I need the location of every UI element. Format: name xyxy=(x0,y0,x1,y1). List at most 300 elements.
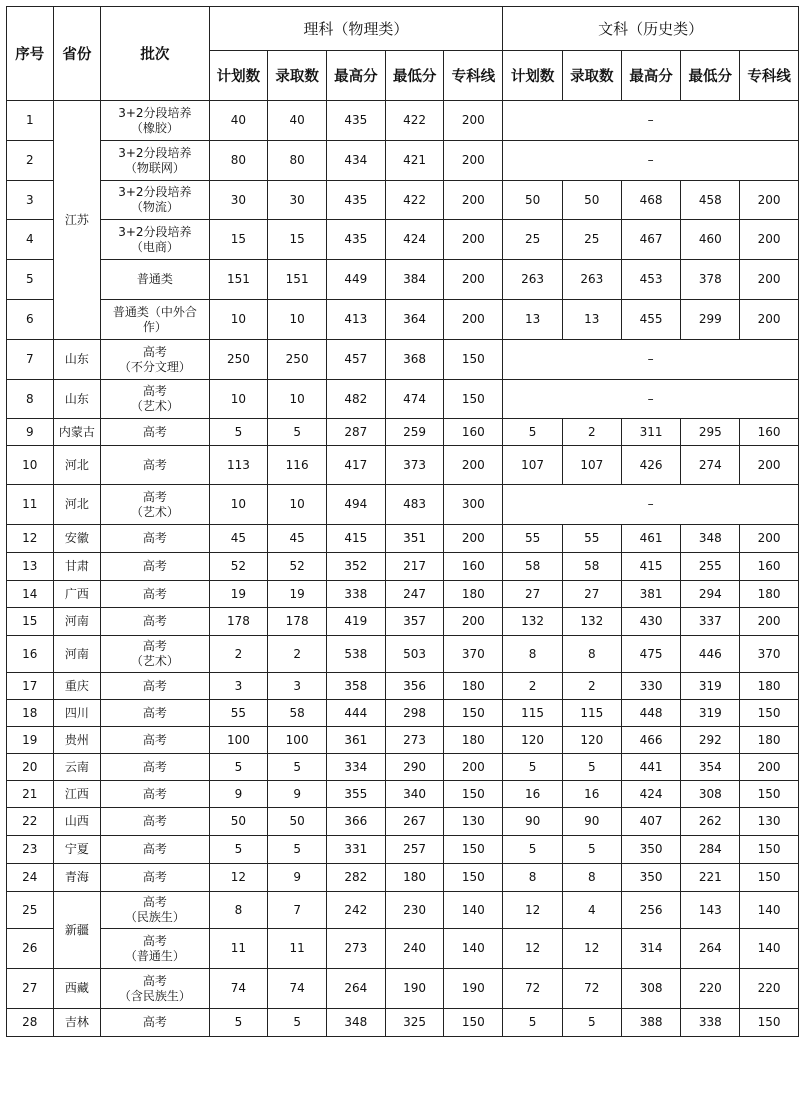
arts-value-cell: 5 xyxy=(503,836,563,864)
arts-value-cell: 220 xyxy=(740,969,799,1009)
sci-value-cell: 417 xyxy=(327,446,386,485)
arts-value-cell: 263 xyxy=(503,260,563,300)
sci-value-cell: 8 xyxy=(209,892,268,929)
batch-cell: 高考 （普通生） xyxy=(101,929,209,969)
arts-value-cell: 13 xyxy=(562,300,621,340)
arts-value-cell: 72 xyxy=(503,969,563,1009)
sci-value-cell: 435 xyxy=(327,220,386,260)
arts-value-cell: 256 xyxy=(621,892,681,929)
sci-value-cell: 373 xyxy=(385,446,444,485)
batch-cell: 普通类（中外合 作） xyxy=(101,300,209,340)
row-number: 26 xyxy=(7,929,54,969)
batch-cell: 高考 xyxy=(101,608,209,636)
arts-value-cell: 294 xyxy=(681,581,740,608)
arts-value-cell: 140 xyxy=(740,929,799,969)
arts-value-cell: 458 xyxy=(681,181,740,220)
table-row xyxy=(7,300,799,340)
arts-value-cell: 120 xyxy=(503,727,563,754)
arts-value-cell: 292 xyxy=(681,727,740,754)
arts-value-cell: 262 xyxy=(681,808,740,836)
arts-value-cell: 319 xyxy=(681,700,740,727)
arts-value-cell: 90 xyxy=(503,808,563,836)
sci-value-cell: 150 xyxy=(444,1009,503,1037)
arts-value-cell: 140 xyxy=(740,892,799,929)
sci-value-cell: 384 xyxy=(385,260,444,300)
arts-value-cell: 27 xyxy=(503,581,563,608)
sci-value-cell: 7 xyxy=(268,892,327,929)
arts-value-cell: 319 xyxy=(681,673,740,700)
row-number: 14 xyxy=(7,581,54,608)
arts-value-cell: 426 xyxy=(621,446,681,485)
sci-value-cell: 5 xyxy=(209,1009,268,1037)
arts-value-cell: 160 xyxy=(740,419,799,446)
arts-value-cell: 8 xyxy=(503,636,563,673)
sci-value-cell: 250 xyxy=(268,340,327,380)
sci-value-cell: 178 xyxy=(209,608,268,636)
batch-cell: 高考 xyxy=(101,553,209,581)
sci-value-cell: 11 xyxy=(209,929,268,969)
admission-table xyxy=(6,6,799,1037)
sci-value-cell: 282 xyxy=(327,864,386,892)
arts-value-cell: 150 xyxy=(740,781,799,808)
province-cell: 安徽 xyxy=(53,525,101,553)
sci-value-cell: 50 xyxy=(209,808,268,836)
batch-cell: 高考 xyxy=(101,1009,209,1037)
arts-value-cell: 107 xyxy=(562,446,621,485)
batch-cell: 高考 （艺术） xyxy=(101,485,209,525)
arts-value-cell: 16 xyxy=(562,781,621,808)
arts-value-cell: 8 xyxy=(562,864,621,892)
sci-value-cell: 348 xyxy=(327,1009,386,1037)
arts-value-cell: 2 xyxy=(562,673,621,700)
arts-value-cell: 388 xyxy=(621,1009,681,1037)
batch-cell: 高考 （民族生） xyxy=(101,892,209,929)
row-number: 5 xyxy=(7,260,54,300)
arts-value-cell: 255 xyxy=(681,553,740,581)
sci-value-cell: 19 xyxy=(209,581,268,608)
arts-value-cell: 200 xyxy=(740,754,799,781)
sci-value-cell: 12 xyxy=(209,864,268,892)
table-row xyxy=(7,220,799,260)
sci-value-cell: 5 xyxy=(268,754,327,781)
arts-value-cell: 4 xyxy=(562,892,621,929)
arts-value-cell: 143 xyxy=(681,892,740,929)
batch-cell: 高考 xyxy=(101,864,209,892)
sci-value-cell: 444 xyxy=(327,700,386,727)
arts-value-cell: 314 xyxy=(621,929,681,969)
sci-header-max: 最高分 xyxy=(327,51,386,101)
sci-value-cell: 130 xyxy=(444,808,503,836)
arts-value-cell: 337 xyxy=(681,608,740,636)
arts-value-cell: 378 xyxy=(681,260,740,300)
sci-value-cell: 200 xyxy=(444,220,503,260)
sci-value-cell: 200 xyxy=(444,446,503,485)
table-row xyxy=(7,700,799,727)
sci-value-cell: 538 xyxy=(327,636,386,673)
sci-value-cell: 267 xyxy=(385,808,444,836)
sci-value-cell: 151 xyxy=(209,260,268,300)
sci-value-cell: 10 xyxy=(268,380,327,419)
sci-value-cell: 356 xyxy=(385,673,444,700)
col-header-batch: 批次 xyxy=(101,7,209,101)
table-row xyxy=(7,340,799,380)
table-row xyxy=(7,446,799,485)
arts-value-cell: 58 xyxy=(503,553,563,581)
sci-value-cell: 355 xyxy=(327,781,386,808)
arts-value-cell: 120 xyxy=(562,727,621,754)
province-cell: 河北 xyxy=(53,485,101,525)
province-cell: 新疆 xyxy=(53,892,101,969)
sci-value-cell: 351 xyxy=(385,525,444,553)
sci-value-cell: 150 xyxy=(444,864,503,892)
arts-value-cell: 308 xyxy=(681,781,740,808)
sci-value-cell: 457 xyxy=(327,340,386,380)
batch-cell: 高考 xyxy=(101,781,209,808)
arts-value-cell: 455 xyxy=(621,300,681,340)
arts-value-cell: 446 xyxy=(681,636,740,673)
sci-value-cell: 334 xyxy=(327,754,386,781)
arts-value-cell: 200 xyxy=(740,300,799,340)
sci-value-cell: 45 xyxy=(209,525,268,553)
province-cell: 江苏 xyxy=(53,101,101,340)
sci-value-cell: 160 xyxy=(444,553,503,581)
batch-cell: 高考 xyxy=(101,673,209,700)
sci-value-cell: 273 xyxy=(327,929,386,969)
sci-value-cell: 150 xyxy=(444,836,503,864)
sci-value-cell: 482 xyxy=(327,380,386,419)
batch-cell: 高考 xyxy=(101,525,209,553)
arts-value-cell: 200 xyxy=(740,220,799,260)
sci-value-cell: 9 xyxy=(209,781,268,808)
arts-value-cell: 407 xyxy=(621,808,681,836)
sci-value-cell: 180 xyxy=(385,864,444,892)
sci-value-cell: 247 xyxy=(385,581,444,608)
sci-value-cell: 230 xyxy=(385,892,444,929)
arts-value-cell: 180 xyxy=(740,673,799,700)
sci-value-cell: 180 xyxy=(444,581,503,608)
arts-value-cell: 200 xyxy=(740,608,799,636)
sci-value-cell: 338 xyxy=(327,581,386,608)
table-row xyxy=(7,969,799,1009)
sci-value-cell: 242 xyxy=(327,892,386,929)
arts-value-cell: 115 xyxy=(503,700,563,727)
arts-value-cell: 468 xyxy=(621,181,681,220)
sci-value-cell: 3 xyxy=(268,673,327,700)
arts-header-max: 最高分 xyxy=(621,51,681,101)
sci-value-cell: 483 xyxy=(385,485,444,525)
table-row xyxy=(7,581,799,608)
row-number: 8 xyxy=(7,380,54,419)
sci-value-cell: 240 xyxy=(385,929,444,969)
row-number: 11 xyxy=(7,485,54,525)
row-number: 4 xyxy=(7,220,54,260)
arts-value-cell: 2 xyxy=(562,419,621,446)
sci-value-cell: 150 xyxy=(444,700,503,727)
row-number: 25 xyxy=(7,892,54,929)
sci-value-cell: 364 xyxy=(385,300,444,340)
sci-value-cell: 45 xyxy=(268,525,327,553)
arts-value-cell: 25 xyxy=(562,220,621,260)
arts-value-cell: 5 xyxy=(503,1009,563,1037)
sci-value-cell: 55 xyxy=(209,700,268,727)
batch-cell: 普通类 xyxy=(101,260,209,300)
sci-value-cell: 300 xyxy=(444,485,503,525)
arts-value-cell: 348 xyxy=(681,525,740,553)
arts-value-cell: 16 xyxy=(503,781,563,808)
table-row xyxy=(7,727,799,754)
arts-value-cell: 180 xyxy=(740,581,799,608)
sci-value-cell: 200 xyxy=(444,525,503,553)
sci-value-cell: 140 xyxy=(444,929,503,969)
province-cell: 江西 xyxy=(53,781,101,808)
sci-value-cell: 200 xyxy=(444,754,503,781)
arts-empty-dash: – xyxy=(503,485,799,525)
sci-value-cell: 9 xyxy=(268,864,327,892)
sci-value-cell: 15 xyxy=(268,220,327,260)
sci-value-cell: 368 xyxy=(385,340,444,380)
arts-value-cell: 461 xyxy=(621,525,681,553)
sci-value-cell: 52 xyxy=(209,553,268,581)
sci-value-cell: 435 xyxy=(327,181,386,220)
table-row xyxy=(7,864,799,892)
group-header-arts: 文科（历史类） xyxy=(503,7,799,51)
row-number: 12 xyxy=(7,525,54,553)
arts-value-cell: 150 xyxy=(740,700,799,727)
row-number: 16 xyxy=(7,636,54,673)
sci-value-cell: 449 xyxy=(327,260,386,300)
sci-value-cell: 140 xyxy=(444,892,503,929)
arts-value-cell: 220 xyxy=(681,969,740,1009)
sci-value-cell: 217 xyxy=(385,553,444,581)
sci-value-cell: 40 xyxy=(268,101,327,141)
arts-value-cell: 299 xyxy=(681,300,740,340)
table-row xyxy=(7,754,799,781)
sci-value-cell: 180 xyxy=(444,673,503,700)
row-number: 21 xyxy=(7,781,54,808)
sci-value-cell: 273 xyxy=(385,727,444,754)
sci-value-cell: 150 xyxy=(444,380,503,419)
sci-value-cell: 19 xyxy=(268,581,327,608)
sci-value-cell: 298 xyxy=(385,700,444,727)
row-number: 15 xyxy=(7,608,54,636)
arts-value-cell: 430 xyxy=(621,608,681,636)
table-row xyxy=(7,1009,799,1037)
arts-empty-dash: – xyxy=(503,340,799,380)
sci-value-cell: 200 xyxy=(444,101,503,141)
arts-value-cell: 130 xyxy=(740,808,799,836)
sci-value-cell: 434 xyxy=(327,141,386,181)
sci-value-cell: 357 xyxy=(385,608,444,636)
arts-value-cell: 55 xyxy=(562,525,621,553)
sci-value-cell: 10 xyxy=(268,300,327,340)
table-row xyxy=(7,101,799,141)
sci-value-cell: 352 xyxy=(327,553,386,581)
arts-empty-dash: – xyxy=(503,141,799,181)
sci-value-cell: 74 xyxy=(268,969,327,1009)
arts-value-cell: 160 xyxy=(740,553,799,581)
sci-value-cell: 257 xyxy=(385,836,444,864)
sci-value-cell: 474 xyxy=(385,380,444,419)
sci-value-cell: 30 xyxy=(268,181,327,220)
arts-value-cell: 264 xyxy=(681,929,740,969)
row-number: 9 xyxy=(7,419,54,446)
table-row xyxy=(7,485,799,525)
arts-value-cell: 200 xyxy=(740,525,799,553)
arts-value-cell: 415 xyxy=(621,553,681,581)
table-row xyxy=(7,673,799,700)
batch-cell: 高考 xyxy=(101,727,209,754)
arts-value-cell: 90 xyxy=(562,808,621,836)
table-row xyxy=(7,419,799,446)
province-cell: 青海 xyxy=(53,864,101,892)
batch-cell: 高考 （含民族生） xyxy=(101,969,209,1009)
sci-value-cell: 503 xyxy=(385,636,444,673)
arts-value-cell: 350 xyxy=(621,864,681,892)
sci-value-cell: 11 xyxy=(268,929,327,969)
arts-value-cell: 180 xyxy=(740,727,799,754)
province-cell: 山东 xyxy=(53,380,101,419)
sci-value-cell: 361 xyxy=(327,727,386,754)
arts-value-cell: 448 xyxy=(621,700,681,727)
arts-value-cell: 12 xyxy=(503,929,563,969)
arts-value-cell: 25 xyxy=(503,220,563,260)
sci-value-cell: 422 xyxy=(385,181,444,220)
arts-value-cell: 441 xyxy=(621,754,681,781)
row-number: 20 xyxy=(7,754,54,781)
row-number: 27 xyxy=(7,969,54,1009)
sci-value-cell: 287 xyxy=(327,419,386,446)
province-cell: 广西 xyxy=(53,581,101,608)
sci-value-cell: 3 xyxy=(209,673,268,700)
sci-value-cell: 2 xyxy=(209,636,268,673)
arts-header-line: 专科线 xyxy=(740,51,799,101)
arts-value-cell: 5 xyxy=(503,419,563,446)
batch-cell: 高考 xyxy=(101,754,209,781)
sci-value-cell: 52 xyxy=(268,553,327,581)
sci-value-cell: 200 xyxy=(444,260,503,300)
arts-value-cell: 8 xyxy=(562,636,621,673)
sci-header-plan: 计划数 xyxy=(209,51,268,101)
sci-value-cell: 50 xyxy=(268,808,327,836)
sci-value-cell: 80 xyxy=(209,141,268,181)
sci-value-cell: 250 xyxy=(209,340,268,380)
table-row xyxy=(7,892,799,929)
arts-value-cell: 150 xyxy=(740,1009,799,1037)
batch-cell: 高考 xyxy=(101,700,209,727)
sci-value-cell: 200 xyxy=(444,300,503,340)
arts-value-cell: 274 xyxy=(681,446,740,485)
arts-value-cell: 221 xyxy=(681,864,740,892)
sci-value-cell: 10 xyxy=(209,485,268,525)
arts-value-cell: 295 xyxy=(681,419,740,446)
table-row xyxy=(7,181,799,220)
arts-empty-dash: – xyxy=(503,380,799,419)
sci-value-cell: 5 xyxy=(268,836,327,864)
sci-value-cell: 180 xyxy=(444,727,503,754)
arts-value-cell: 453 xyxy=(621,260,681,300)
batch-cell: 高考 （艺术） xyxy=(101,636,209,673)
province-cell: 宁夏 xyxy=(53,836,101,864)
sci-value-cell: 415 xyxy=(327,525,386,553)
sci-value-cell: 10 xyxy=(209,300,268,340)
arts-value-cell: 467 xyxy=(621,220,681,260)
arts-value-cell: 150 xyxy=(740,836,799,864)
arts-value-cell: 5 xyxy=(562,1009,621,1037)
sci-value-cell: 190 xyxy=(444,969,503,1009)
col-header-province: 省份 xyxy=(53,7,101,101)
batch-cell: 高考 xyxy=(101,446,209,485)
arts-value-cell: 72 xyxy=(562,969,621,1009)
sci-value-cell: 5 xyxy=(209,754,268,781)
province-cell: 吉林 xyxy=(53,1009,101,1037)
arts-value-cell: 354 xyxy=(681,754,740,781)
province-cell: 西藏 xyxy=(53,969,101,1009)
table-body xyxy=(7,101,799,1037)
batch-cell: 高考 （不分文理） xyxy=(101,340,209,380)
arts-value-cell: 5 xyxy=(562,836,621,864)
sci-value-cell: 100 xyxy=(209,727,268,754)
sci-value-cell: 74 xyxy=(209,969,268,1009)
province-cell: 河南 xyxy=(53,608,101,636)
sci-value-cell: 424 xyxy=(385,220,444,260)
sci-value-cell: 421 xyxy=(385,141,444,181)
batch-cell: 3+2分段培养 （橡胶） xyxy=(101,101,209,141)
row-number: 23 xyxy=(7,836,54,864)
row-number: 19 xyxy=(7,727,54,754)
row-number: 3 xyxy=(7,181,54,220)
table-row xyxy=(7,380,799,419)
province-cell: 四川 xyxy=(53,700,101,727)
sci-value-cell: 190 xyxy=(385,969,444,1009)
arts-value-cell: 311 xyxy=(621,419,681,446)
province-cell: 内蒙古 xyxy=(53,419,101,446)
sci-header-admitted: 录取数 xyxy=(268,51,327,101)
group-header-science: 理科（物理类） xyxy=(209,7,503,51)
col-header-no: 序号 xyxy=(7,7,54,101)
arts-value-cell: 475 xyxy=(621,636,681,673)
batch-cell: 高考 xyxy=(101,808,209,836)
table-row xyxy=(7,608,799,636)
arts-value-cell: 350 xyxy=(621,836,681,864)
table-row xyxy=(7,553,799,581)
sci-value-cell: 178 xyxy=(268,608,327,636)
batch-cell: 高考 xyxy=(101,581,209,608)
sci-value-cell: 259 xyxy=(385,419,444,446)
sci-value-cell: 200 xyxy=(444,141,503,181)
batch-cell: 3+2分段培养 （物联网） xyxy=(101,141,209,181)
sci-value-cell: 413 xyxy=(327,300,386,340)
sci-value-cell: 10 xyxy=(268,485,327,525)
table-row xyxy=(7,636,799,673)
sci-value-cell: 116 xyxy=(268,446,327,485)
sci-value-cell: 5 xyxy=(209,836,268,864)
arts-value-cell: 200 xyxy=(740,446,799,485)
row-number: 1 xyxy=(7,101,54,141)
sci-value-cell: 494 xyxy=(327,485,386,525)
sci-value-cell: 366 xyxy=(327,808,386,836)
batch-cell: 高考 xyxy=(101,836,209,864)
row-number: 28 xyxy=(7,1009,54,1037)
sci-value-cell: 58 xyxy=(268,700,327,727)
arts-value-cell: 5 xyxy=(562,754,621,781)
province-cell: 重庆 xyxy=(53,673,101,700)
arts-value-cell: 132 xyxy=(503,608,563,636)
sci-value-cell: 15 xyxy=(209,220,268,260)
table-row xyxy=(7,808,799,836)
row-number: 7 xyxy=(7,340,54,380)
arts-value-cell: 8 xyxy=(503,864,563,892)
sci-value-cell: 100 xyxy=(268,727,327,754)
